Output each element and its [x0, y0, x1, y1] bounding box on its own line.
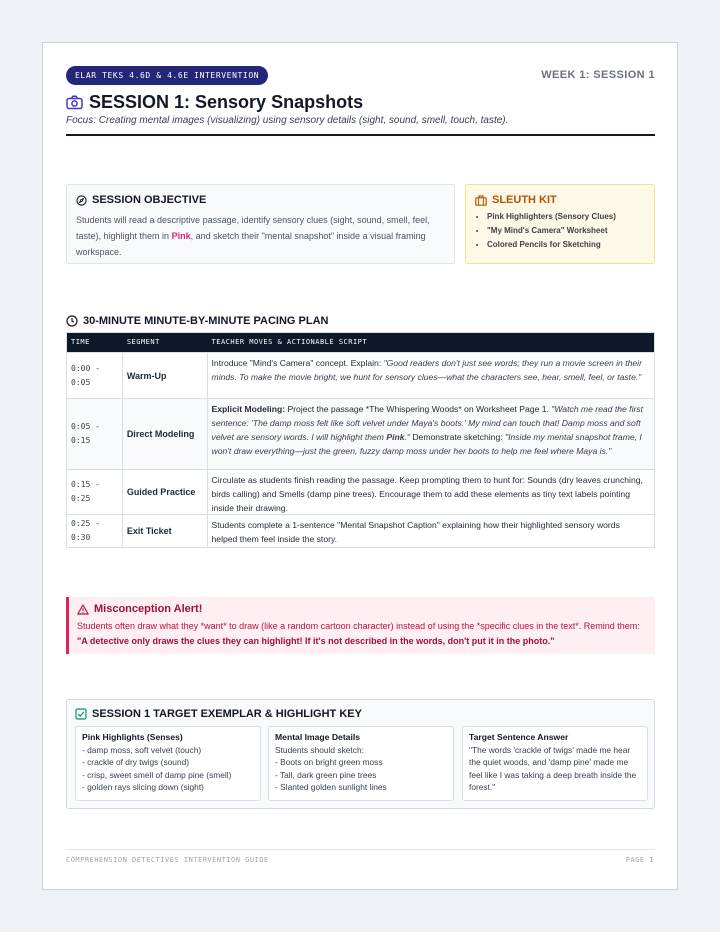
- row-segment: Guided Practice: [123, 470, 208, 514]
- column-line: - Slanted golden sunlight lines: [275, 782, 387, 793]
- column-title: Target Sentence Answer: [469, 732, 569, 742]
- pacing-heading-text: 30-MINUTE MINUTE-BY-MINUTE PACING PLAN: [83, 315, 329, 327]
- kit-item: • Pink Highlighters (Sensory Clues): [487, 210, 616, 224]
- sleuth-kit-box: [465, 184, 655, 264]
- moves-quote: "Watch me read the first sentence: 'The damp moss felt like soft velvet under Maya's boots.' My mind can touch that! Damp moss and soft velvet are sensory words. I will highlight them: [211, 404, 644, 442]
- lesson-page: [42, 42, 678, 890]
- column-line: - golden rays slicing down (sight): [82, 782, 204, 793]
- exemplar-heading: [75, 708, 362, 720]
- exemplar-column-target-sentence: [462, 726, 648, 801]
- pacing-heading: [66, 315, 328, 327]
- alert-body: Students often draw what they *want* to draw (like a random cartoon character) instead of using the *specific clues in the text*. Remind them:: [77, 621, 640, 631]
- alert-bold: "A detective only draws the clues they can highlight! If it's not described in the words, don't put it in the photo.": [77, 636, 555, 646]
- objective-heading-text: SESSION OBJECTIVE: [92, 194, 207, 206]
- moves-lead: Introduce "Mind's Camera" concept. Explain:: [211, 358, 384, 368]
- teks-badge: ELAR TEKS 4.6D & 4.6E INTERVENTION: [66, 66, 268, 85]
- row-moves: Students complete a 1-sentence "Mental Snapshot Caption" explaining how their highlighted sensory words helped them feel inside the story.: [211, 520, 620, 544]
- row-time: [67, 353, 123, 398]
- column-title: Pink Highlights (Senses): [82, 732, 183, 742]
- misconception-alert: [66, 597, 655, 654]
- footer-page-number: PAGE 1: [625, 856, 654, 864]
- moves-bold-lead: Explicit Modeling:: [211, 404, 286, 414]
- camera-icon: [66, 95, 83, 110]
- table-row: [67, 469, 654, 514]
- kit-list: [487, 210, 616, 252]
- alert-heading: [77, 603, 202, 615]
- kit-heading: [475, 194, 557, 206]
- time-start: 0:25 -: [71, 519, 100, 528]
- col-moves: TEACHER MOVES & ACTIONABLE SCRIPT: [211, 338, 368, 346]
- pacing-table: [66, 332, 655, 548]
- table-header: [67, 333, 654, 352]
- table-row: [67, 398, 654, 469]
- warning-icon: [77, 604, 89, 615]
- row-moves: Circulate as students finish reading the passage. Keep prompting them to hunt for: Sounds (dry leaves crunching, birds calling) and Smells (damp pine trees). Encourage them to add these elements as tiny text labels pointing inside their drawing.: [211, 475, 643, 513]
- row-segment: Warm-Up: [123, 353, 208, 398]
- row-moves: [208, 353, 654, 398]
- moves-quote-2: "Inside my mental snapshot frame, I won't draw everything—just the green, fuzzy damp moss under her boots to help me feel where Maya is.": [211, 432, 642, 456]
- time-start: 0:00 -: [71, 363, 100, 373]
- row-time: [67, 470, 123, 514]
- column-line: - Boots on bright green moss: [275, 757, 383, 768]
- moves-mid: Demonstrate sketching:: [409, 432, 506, 442]
- column-title: Mental Image Details: [275, 732, 361, 742]
- title-row: [66, 92, 655, 116]
- row-time: [67, 515, 123, 547]
- objective-text-after: , and sketch their "mental snapshot" inside a visual framing workspace.: [76, 231, 426, 257]
- checkbox-icon: [75, 708, 87, 720]
- exemplar-box: [66, 699, 655, 809]
- time-end: 0:15: [71, 436, 91, 445]
- exemplar-heading-text: SESSION 1 TARGET EXEMPLAR & HIGHLIGHT KEY: [92, 708, 362, 720]
- table-row: [67, 514, 654, 547]
- week-label: WEEK 1: SESSION 1: [541, 69, 655, 81]
- column-line: - damp moss, soft velvet (touch): [82, 745, 202, 755]
- alert-heading-text: Misconception Alert!: [94, 603, 203, 615]
- footer-guide-name: COMPREHENSION DETECTIVES INTERVENTION GUIDE: [66, 856, 269, 864]
- kit-heading-text: SLEUTH KIT: [492, 194, 557, 206]
- col-segment: SEGMENT: [126, 338, 160, 346]
- alert-text: [77, 619, 649, 649]
- kit-item: • "My Mind's Camera" Worksheet: [487, 224, 616, 238]
- objective-box: [66, 184, 455, 264]
- objective-heading: [76, 194, 206, 206]
- time-start: 0:05 -: [71, 422, 100, 431]
- exemplar-column-mental-image: [268, 726, 454, 801]
- moves-quote-end: .": [404, 432, 410, 442]
- objective-text-before: Students will read a descriptive passage, identify sensory clues (sight, sound, smell, feel, taste), highlight them in: [76, 215, 430, 241]
- time-start: 0:15 -: [71, 480, 100, 489]
- table-row: [67, 352, 654, 398]
- column-line: - crisp, sweet smell of damp pine (smell): [82, 769, 232, 780]
- header-top: [66, 66, 655, 86]
- column-line: - crackle of dry twigs (sound): [82, 757, 190, 768]
- clock-icon: [66, 315, 78, 327]
- time-end: 0:25: [71, 494, 91, 503]
- title-divider: [66, 134, 655, 136]
- objective-highlight: Pink: [171, 231, 191, 241]
- focus-line: Focus: Creating mental images (visualizing) using sensory details (sight, sound, smell, touch, taste).: [66, 115, 509, 126]
- column-line: Students should sketch:: [275, 745, 364, 755]
- time-end: 0:30: [71, 533, 91, 542]
- column-line: - Tall, dark green pine trees: [275, 769, 377, 780]
- row-segment: Exit Ticket: [123, 515, 208, 547]
- column-line: "The words 'crackle of twigs' made me hear the quiet woods, and 'damp pine' made me feel like I was taking a deep breath inside the forest.": [469, 745, 637, 793]
- moves-quote: "Good readers don't just see words; they run a movie screen in their minds. To make the movie bright, we hunt for sensory clues—what the characters see, hear, smell, feel, or taste.": [211, 358, 642, 382]
- compass-icon: [76, 195, 87, 206]
- row-moves: [208, 399, 654, 469]
- row-time: [67, 399, 123, 469]
- time-end: 0:05: [71, 377, 91, 387]
- kit-item: • Colored Pencils for Sketching: [487, 238, 616, 252]
- col-time: TIME: [71, 338, 90, 346]
- page-title: SESSION 1: Sensory Snapshots: [89, 92, 364, 112]
- objective-text: [76, 212, 444, 260]
- exemplar-column-highlights: [75, 726, 261, 801]
- briefcase-icon: [475, 195, 487, 206]
- row-segment: Direct Modeling: [123, 399, 208, 469]
- moves-pink: Pink: [386, 432, 405, 442]
- moves-lead: Project the passage *The Whispering Woods* on Worksheet Page 1.: [285, 404, 552, 414]
- footer-divider: [66, 849, 655, 850]
